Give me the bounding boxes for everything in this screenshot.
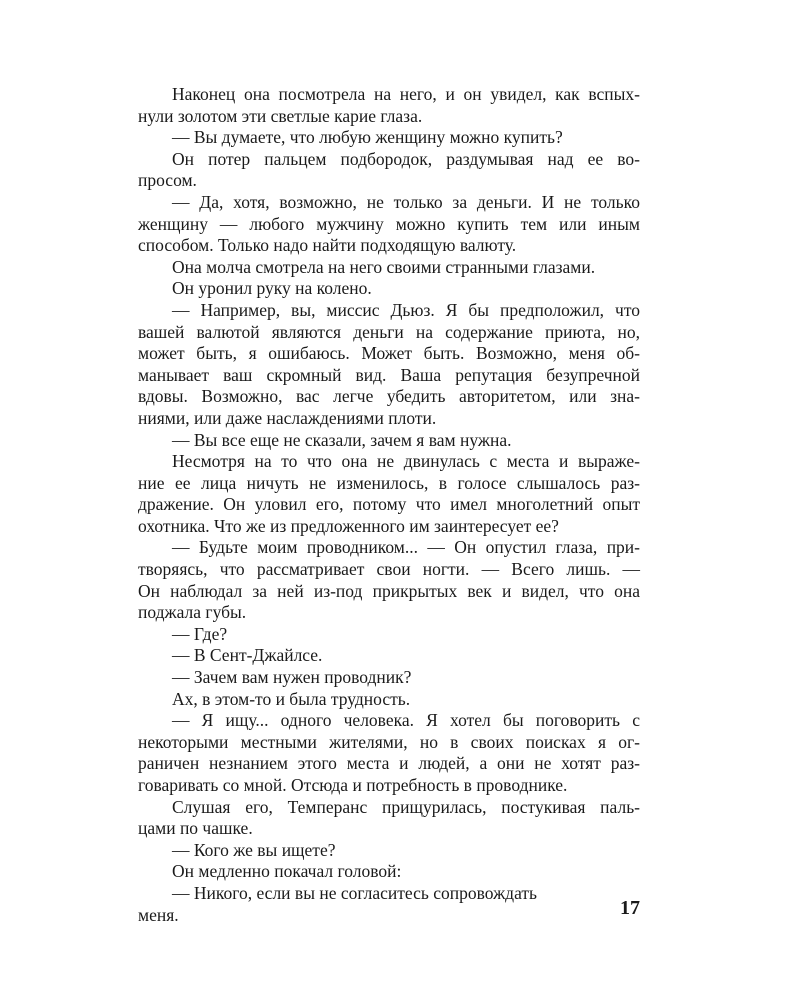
text-line: — В Сент-Джайлсе. bbox=[172, 645, 323, 666]
text-line: ниями, или даже наслаждениями плоти. bbox=[138, 407, 437, 428]
text-line: может быть, я ошибаюсь. Может быть. Возможно, меня об- bbox=[138, 343, 640, 364]
text-line: Он потер пальцем подбородок, раздумывая над ее во- bbox=[172, 148, 640, 169]
text-line: творяясь, что рассматривает свои ногти. — Всего лишь. — bbox=[138, 559, 640, 580]
text-line: вдовы. Возможно, вас легче убедить авторитетом, или зна- bbox=[138, 386, 640, 407]
text-line: нули золотом эти светлые карие глаза. bbox=[138, 105, 423, 126]
text-line: вашей валютой являются деньги на содержание приюта, но, bbox=[138, 321, 640, 342]
text-line: способом. Только надо найти подходящую валюту. bbox=[138, 235, 517, 256]
text-line: манывает ваш скромный вид. Ваша репутация безупречной bbox=[138, 364, 640, 385]
text-line: — Да, хотя, возможно, не только за деньги. И не только bbox=[172, 191, 640, 212]
text-line: Он уронил руку на колено. bbox=[172, 278, 372, 299]
text-line: некоторыми местными жителями, но в своих поисках я ог- bbox=[138, 731, 640, 752]
text-line: Слушая его, Темперанс прищурилась, постукивая паль- bbox=[172, 796, 640, 817]
text-line: — Никого, если вы не согласитесь сопровождать bbox=[172, 882, 538, 903]
body-text bbox=[138, 84, 640, 926]
text-line: говаривать со мной. Отсюда и потребность в проводнике. bbox=[138, 775, 568, 795]
text-line: поджала губы. bbox=[138, 602, 247, 623]
text-line: раничен незнанием этого места и людей, а они не хотят раз- bbox=[138, 753, 640, 774]
text-line: Он наблюдал за ней из-под прикрытых век и видел, что она bbox=[138, 580, 640, 601]
text-line: ние ее лица ничуть не изменилось, в голосе слышалось раз- bbox=[138, 472, 640, 493]
text-line: меня. bbox=[138, 904, 179, 925]
text-line: цами по чашке. bbox=[138, 818, 253, 839]
text-line: Наконец она посмотрела на него, и он увидел, как вспых- bbox=[172, 84, 640, 104]
text-line: — Вы все еще не сказали, зачем я вам нужна. bbox=[172, 429, 512, 450]
text-line: охотника. Что же из предложенного им заинтересует ее? bbox=[138, 515, 559, 536]
text-line: — Зачем вам нужен проводник? bbox=[172, 667, 412, 688]
text-line: Ах, в этом-то и была трудность. bbox=[172, 688, 411, 709]
text-line: — Где? bbox=[172, 623, 228, 644]
text-line: просом. bbox=[138, 170, 197, 191]
text-line: Он медленно покачал головой: bbox=[172, 861, 402, 882]
page-number: 17 bbox=[620, 897, 640, 919]
text-line: — Будьте моим проводником... — Он опустил глаза, при- bbox=[172, 537, 640, 558]
text-line: женщину — любого мужчину можно купить тем или иным bbox=[138, 213, 640, 234]
text-line: Несмотря на то что она не двинулась с места и выраже- bbox=[172, 451, 640, 472]
text-line: дражение. Он уловил его, потому что имел многолетний опыт bbox=[138, 494, 640, 515]
text-line: Она молча смотрела на него своими странными глазами. bbox=[172, 256, 596, 277]
text-line: — Вы думаете, что любую женщину можно купить? bbox=[172, 127, 563, 148]
text-line: — Например, вы, миссис Дьюз. Я бы предположил, что bbox=[172, 299, 640, 320]
text-line: — Я ищу... одного человека. Я хотел бы поговорить с bbox=[172, 710, 640, 731]
text-line: — Кого же вы ищете? bbox=[172, 839, 336, 860]
